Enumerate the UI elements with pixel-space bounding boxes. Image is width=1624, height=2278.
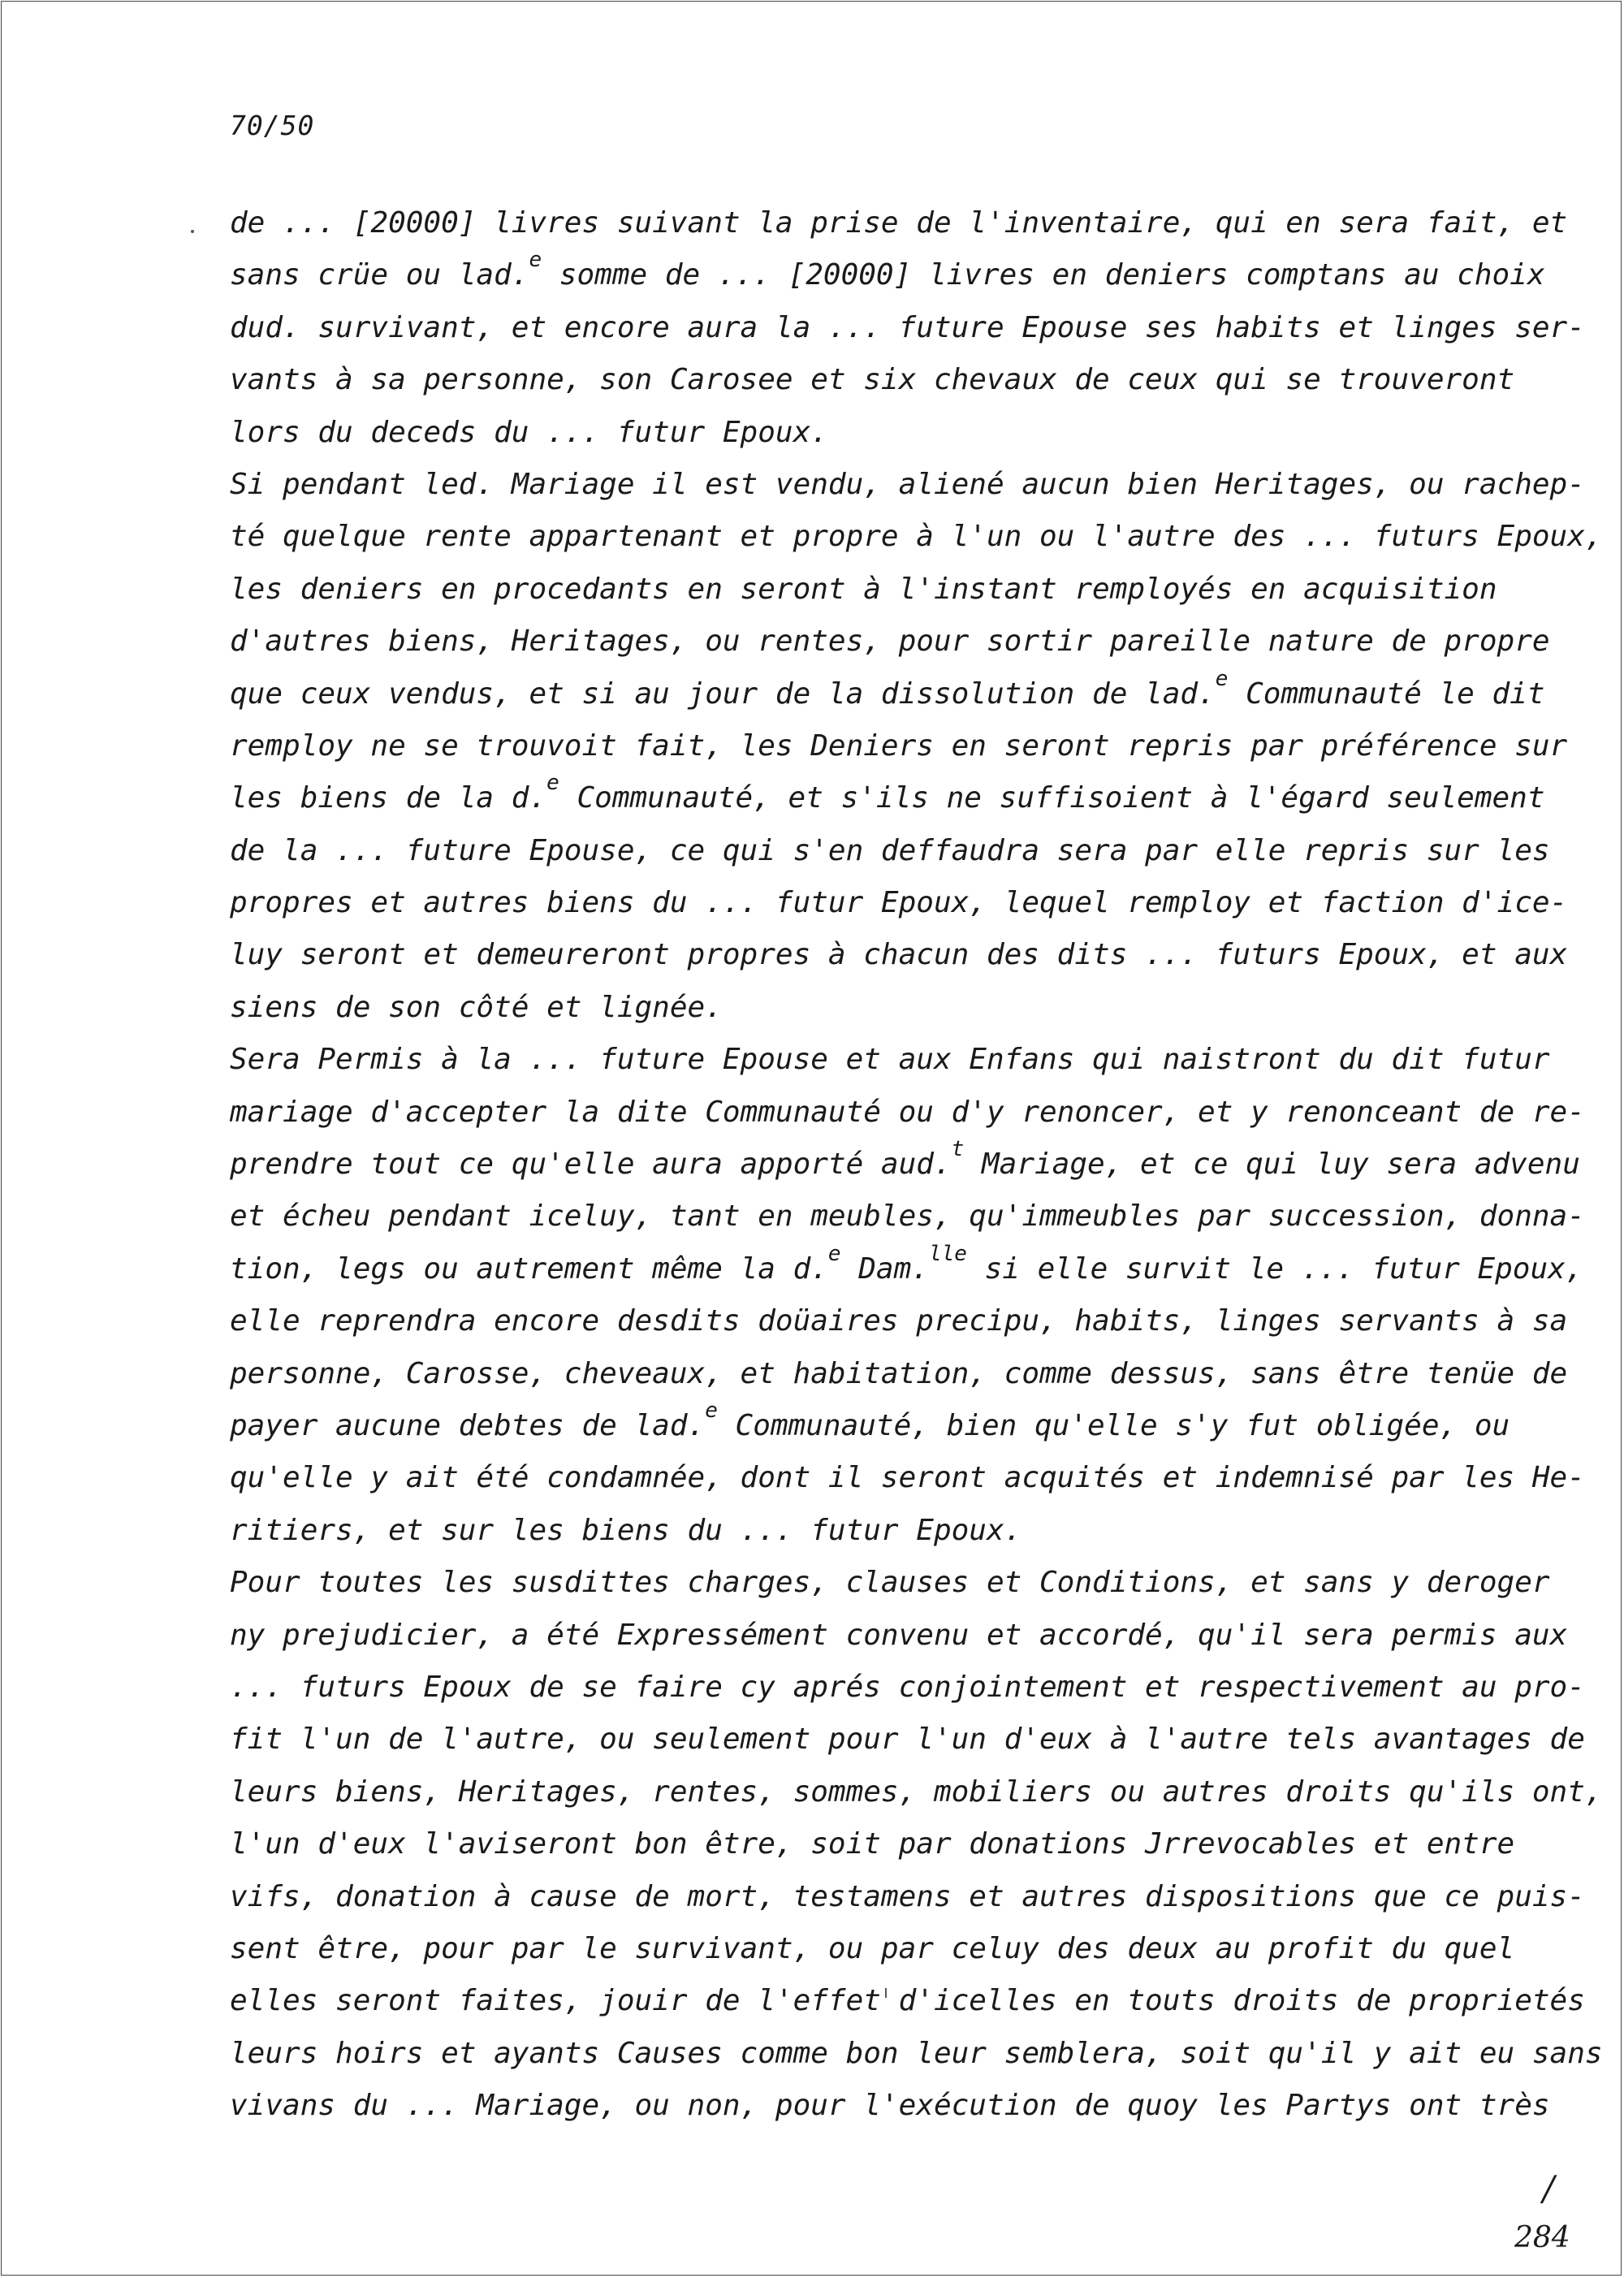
margin-dot <box>191 230 194 233</box>
text-segment: l'un d'eux l'aviseront bon être, soit par donations Jrrevocables et entre <box>230 1827 1515 1861</box>
text-segment: remploy ne se trouvoit fait, les Deniers en seront repris par préférence sur <box>230 728 1568 763</box>
text-segment: fit l'un de l'autre, ou seulement pour l'un d'eux à l'autre tels avantages de <box>230 1723 1585 1757</box>
text-segment: les biens de la d. <box>230 781 547 815</box>
text-line <box>230 1241 1583 1295</box>
text-line <box>230 1087 1585 1139</box>
text-line <box>230 511 1603 563</box>
superscript-abbrev: e <box>529 248 542 273</box>
text-segment: mariage d'accepter la dite Communauté ou d'y renoncer, et y renonceant de re- <box>230 1095 1585 1129</box>
handwritten-mark: / <box>1543 2168 1555 2208</box>
text-line <box>230 668 1561 720</box>
text-segment: tion, legs ou autrement même la d. <box>230 1251 828 1286</box>
text-line <box>230 1818 1561 1870</box>
text-line <box>230 1034 1561 1086</box>
text-segment: vants à sa personne, son Carosee et six chevaux de ceux qui se trouveront <box>230 363 1515 397</box>
text-segment: leurs biens, Heritages, rentes, sommes, mobiliers ou autres droits qu'ils ont, <box>230 1774 1603 1809</box>
text-segment: leurs hoirs et ayants Causes comme bon leur semblera, soit qu'il y ait eu sans <box>230 2036 1603 2070</box>
text-line <box>230 772 1561 824</box>
text-line <box>230 459 1585 511</box>
folio-number: 70/50 <box>230 110 315 141</box>
superscript-abbrev: e <box>705 1398 718 1423</box>
text-line <box>230 1871 1585 1923</box>
text-line <box>230 249 1561 301</box>
text-segment: vifs, donation à cause de mort, testamens et autres dispositions que ce puis- <box>230 1879 1585 1913</box>
text-segment: Communauté le dit <box>1228 676 1545 711</box>
text-segment: Si pendant led. Mariage il est vendu, aliené aucun bien Heritages, ou rachep- <box>230 467 1585 501</box>
text-segment: propres et autres biens du ... futur Epoux, lequel remploy et faction d'ice- <box>230 886 1568 920</box>
text-segment: vivans du ... Mariage, ou non, pour l'exécution de quoy les Partys ont très <box>230 2089 1550 2123</box>
superscript-abbrev: e <box>546 771 559 796</box>
text-line <box>230 407 1561 459</box>
text-segment: sent être, pour par le survivant, ou par celuy des deux au profit du quel <box>230 1931 1515 1965</box>
text-segment: Sera Permis à la ... future Epouse et aux Enfans qui naistront du dit futur <box>230 1043 1550 1077</box>
text-segment: ritiers, et sur les biens du ... futur Epoux. <box>230 1513 1022 1547</box>
text-segment: d'autres biens, Heritages, ou rentes, pour sortir pareille nature de propre <box>230 625 1550 659</box>
text-line <box>230 354 1561 406</box>
text-line <box>230 197 1568 249</box>
text-segment: payer aucune debtes de lad. <box>230 1408 706 1442</box>
text-segment: elles seront faites, jouir de l'effet d'icelles en touts droits de proprietés <box>230 1984 1585 2018</box>
text-segment: ny prejudicier, a été Expressément convenu et accordé, qu'il sera permis aux <box>230 1618 1568 1652</box>
text-line <box>230 1137 1580 1191</box>
text-line <box>230 825 1561 877</box>
text-line <box>230 564 1561 616</box>
text-line <box>230 982 1561 1034</box>
text-line <box>230 1714 1585 1766</box>
text-segment: sans crüe ou lad. <box>230 258 529 292</box>
text-segment: de ... [20000] livres suivant la prise de l'inventaire, qui en sera fait, et <box>230 206 1568 240</box>
text-segment: elle reprendra encore desdits doüaires precipu, habits, linges servants à sa <box>230 1304 1568 1338</box>
text-segment: personne, Carosse, cheveaux, et habitation, comme dessus, sans être tenüe de <box>230 1356 1568 1390</box>
text-segment: somme de ... [20000] livres en deniers comptans au choix <box>542 258 1545 292</box>
text-segment: Pour toutes les susdittes charges, clauses et Conditions, et sans y deroger <box>230 1566 1550 1600</box>
superscript-abbrev: e <box>1215 666 1229 691</box>
text-line <box>230 1923 1561 1975</box>
text-segment: Communauté, et s'ils ne suffisoient à l'égard seulement <box>559 781 1545 815</box>
text-line <box>230 720 1568 772</box>
text-segment: qu'elle y ait été condamnée, dont il seront acquités et indemnisé par les He- <box>230 1461 1585 1495</box>
text-segment: de la ... future Epouse, ce qui s'en deffaudra sera par elle repris sur les <box>230 833 1550 867</box>
text-segment: Mariage, et ce qui luy sera advenu <box>964 1148 1580 1182</box>
text-line <box>230 1557 1561 1609</box>
text-segment: Communauté, bien qu'elle s'y fut obligée, ou <box>717 1408 1510 1442</box>
text-segment: les deniers en procedants en seront à l'instant remployés en acquisition <box>230 572 1497 606</box>
text-segment: Dam. <box>840 1251 929 1286</box>
text-segment: luy seront et demeureront propres à chacun des dits ... futurs Epoux, et aux <box>230 938 1568 972</box>
text-line <box>230 1505 1561 1557</box>
handwritten-page-number: 284 <box>1514 2221 1570 2254</box>
superscript-abbrev: e <box>827 1241 841 1266</box>
text-line <box>230 302 1585 354</box>
text-line <box>230 1295 1568 1347</box>
text-segment: si elle survit le ... futur Epoux, <box>966 1251 1583 1286</box>
text-segment: prendre tout ce qu'elle aura apporté aud. <box>230 1148 952 1182</box>
text-segment: ... futurs Epoux de se faire cy aprés conjointement et respectivement au pro- <box>230 1670 1585 1704</box>
text-line <box>230 1452 1585 1504</box>
text-segment: té quelque rente appartenant et propre à l'un ou l'autre des ... futurs Epoux, <box>230 520 1603 554</box>
superscript-abbrev: lle <box>928 1241 967 1266</box>
text-line <box>230 1191 1585 1243</box>
text-segment: siens de son côté et lignée. <box>230 990 723 1024</box>
text-line <box>230 1662 1585 1714</box>
text-segment: et écheu pendant iceluy, tant en meubles, qu'immeubles par succession, donna- <box>230 1200 1585 1234</box>
superscript-abbrev: t <box>951 1137 965 1162</box>
text-segment: dud. survivant, et encore aura la ... future Epouse ses habits et linges ser- <box>230 310 1585 344</box>
text-segment: que ceux vendus, et si au jour de la dissolution de lad. <box>230 676 1216 711</box>
document-body <box>230 197 1603 2132</box>
text-line <box>230 877 1568 929</box>
text-line <box>230 2080 1561 2132</box>
text-line <box>230 1766 1603 1818</box>
text-line <box>230 616 1561 668</box>
text-line <box>230 1975 1585 2027</box>
text-line <box>230 1348 1568 1400</box>
text-line <box>230 1610 1568 1662</box>
text-line <box>230 1400 1561 1452</box>
text-line <box>230 2028 1603 2080</box>
text-segment: lors du deceds du ... futur Epoux. <box>230 415 828 449</box>
text-line <box>230 929 1568 981</box>
